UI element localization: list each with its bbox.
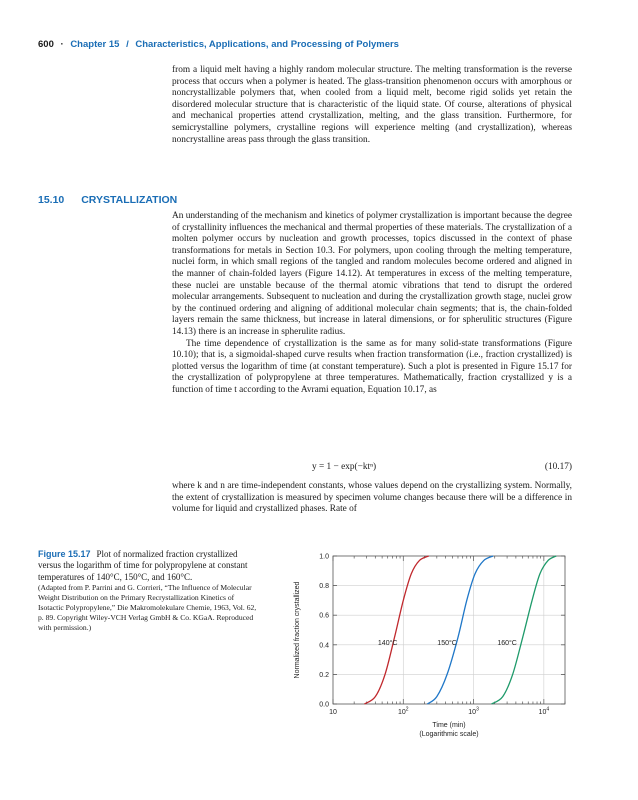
section-text-continued bbox=[172, 481, 572, 516]
section-number: 15.10 bbox=[38, 194, 65, 206]
figure-caption bbox=[38, 549, 260, 633]
chart-series bbox=[364, 556, 556, 704]
x-tick-label: $10^3$ bbox=[468, 706, 479, 716]
header-slash: / bbox=[126, 39, 129, 50]
temperature-label: 150°C bbox=[437, 639, 457, 647]
page-number: 600 bbox=[38, 39, 54, 50]
x-tick-label: $10^2$ bbox=[397, 706, 409, 716]
section-text bbox=[172, 211, 572, 397]
section-heading bbox=[38, 194, 177, 206]
y-tick-label: 1.0 bbox=[319, 553, 329, 561]
temperature-label: 140°C bbox=[377, 639, 398, 647]
equation-number: (10.17) bbox=[544, 462, 572, 472]
y-tick-label: 0.0 bbox=[319, 701, 329, 709]
x-tick-exponent: 2 bbox=[405, 706, 409, 713]
x-tick-exponent: 4 bbox=[546, 706, 550, 713]
y-axis-label: Normalized fraction crystallized bbox=[294, 581, 301, 679]
avrami-equation bbox=[172, 462, 572, 474]
x-tick-label: $10^4$ bbox=[538, 706, 550, 716]
x-tick-label: 10 bbox=[329, 709, 337, 716]
x-axis-label: Time (min) bbox=[432, 722, 466, 729]
section-paragraph-2: The time dependence of crystallization is the same as for many solid-state transformations (Figure 10.10); that is, a sigmoidal-shaped curve results when fraction transformation (i.e., fraction crystallized) is plotted versus the logarithm of time (at constant temperature). Such a plot is presented in Figure 15.17 for the crystallization of polypropylene at three temperatures. Mathematically, fraction crystallized y is a function of time t according to the Avrami equation, Equation 10.17, as bbox=[172, 338, 572, 395]
axis-ticks bbox=[319, 554, 565, 717]
crystallization-chart bbox=[285, 548, 585, 748]
figure-caption-text: Plot of normalized fraction crystallized versus the logarithm of time for polypropylene at constant temperatures of 140°C, 150°C, and 160°C. bbox=[38, 549, 248, 582]
series-line-160c bbox=[492, 556, 557, 704]
running-header bbox=[38, 39, 399, 50]
section-paragraph-3: where k and n are time-independent constants, whose values depend on the crystallizing system. Normally, the extent of crystallization is measured by specimen volume changes because there will be a difference in volume for liquid and crystallized phases. Rate of bbox=[172, 481, 572, 515]
y-tick-label: 0.4 bbox=[319, 642, 329, 650]
temperature-label: 160°C bbox=[497, 639, 517, 647]
y-tick-label: 0.2 bbox=[319, 671, 329, 679]
intro-paragraph-block bbox=[172, 65, 572, 146]
figure-15-17 bbox=[285, 548, 585, 753]
y-tick-label: 0.8 bbox=[319, 583, 329, 591]
chart-annotations bbox=[378, 639, 517, 647]
section-paragraph-1: An understanding of the mechanism and kinetics of polymer crystallization is important because the degree of crystallinity influences the mechanical and thermal properties of these materials. The crystallization of a molten polymer occurs by nucleation and growth processes, topics discussed in the context of phase transformations for metals in Section 10.3. For polymers, upon cooling through the melting temperature, nuclei form, in which small regions of the tangled and random molecules become ordered and aligned in the manner of chain-folded layers (Figure 14.12). At temperatures in excess of the melting temperature, these nuclei are unstable because of the thermal atomic vibrations that tend to disrupt the ordered molecular arrangements. Subsequent to nucleation and during the crystallization growth stage, nuclei grow by the continued ordering and aligning of additional molecular chain segments; that is, the chain-folded layers remain the same thickness, but increase in lateral dimensions, or for spherulitic structures (Figure 14.13) there is an increase in spherulite radius. bbox=[172, 211, 572, 337]
chart-grid bbox=[333, 556, 565, 704]
intro-paragraph: from a liquid melt having a highly random molecular structure. The melting transformation is the reverse process that occurs when a polymer is heated. The glass-transition phenomenon occurs with amorphous or noncrystallizable polymers that, when cooled from a liquid melt, become rigid solids yet retain the disordered molecular structure that is characteristic of the liquid state. Of course, alterations of physical and mechanical properties attend crystallization, melting, and the glass transition. Furthermore, for semicrystalline polymers, crystalline regions will experience melting (and crystallization), whereas noncrystalline areas pass through the glass transition. bbox=[172, 65, 572, 145]
figure-source-note: (Adapted from P. Parrini and G. Corrieri, “The Influence of Molecular Weight Distribution on the Primary Recrystallization Kinetics of Isotactic Polypropylene,” Die Makromolekulare Chemie, 1963, Vol. 62, p. 89. Copyright Wiley-VCH Verlag GmbH & Co. KGaA. Reproduced with permission.) bbox=[38, 583, 257, 633]
series-line-150c bbox=[427, 556, 493, 704]
x-tick-exponent: 3 bbox=[476, 706, 479, 713]
plot-frame bbox=[333, 556, 565, 704]
x-axis-sublabel: (Logarithmic scale) bbox=[419, 731, 479, 738]
figure-label: Figure 15.17 bbox=[38, 549, 91, 559]
header-bullet: · bbox=[60, 39, 64, 50]
series-line-140c bbox=[364, 556, 428, 704]
y-tick-label: 0.6 bbox=[319, 612, 329, 620]
section-title: CRYSTALLIZATION bbox=[81, 194, 178, 206]
chapter-label: Chapter 15 bbox=[70, 39, 120, 50]
equation-text: y = 1 − exp(−ktⁿ) bbox=[312, 462, 377, 472]
chapter-title: Characteristics, Applications, and Processing of Polymers bbox=[135, 39, 399, 50]
